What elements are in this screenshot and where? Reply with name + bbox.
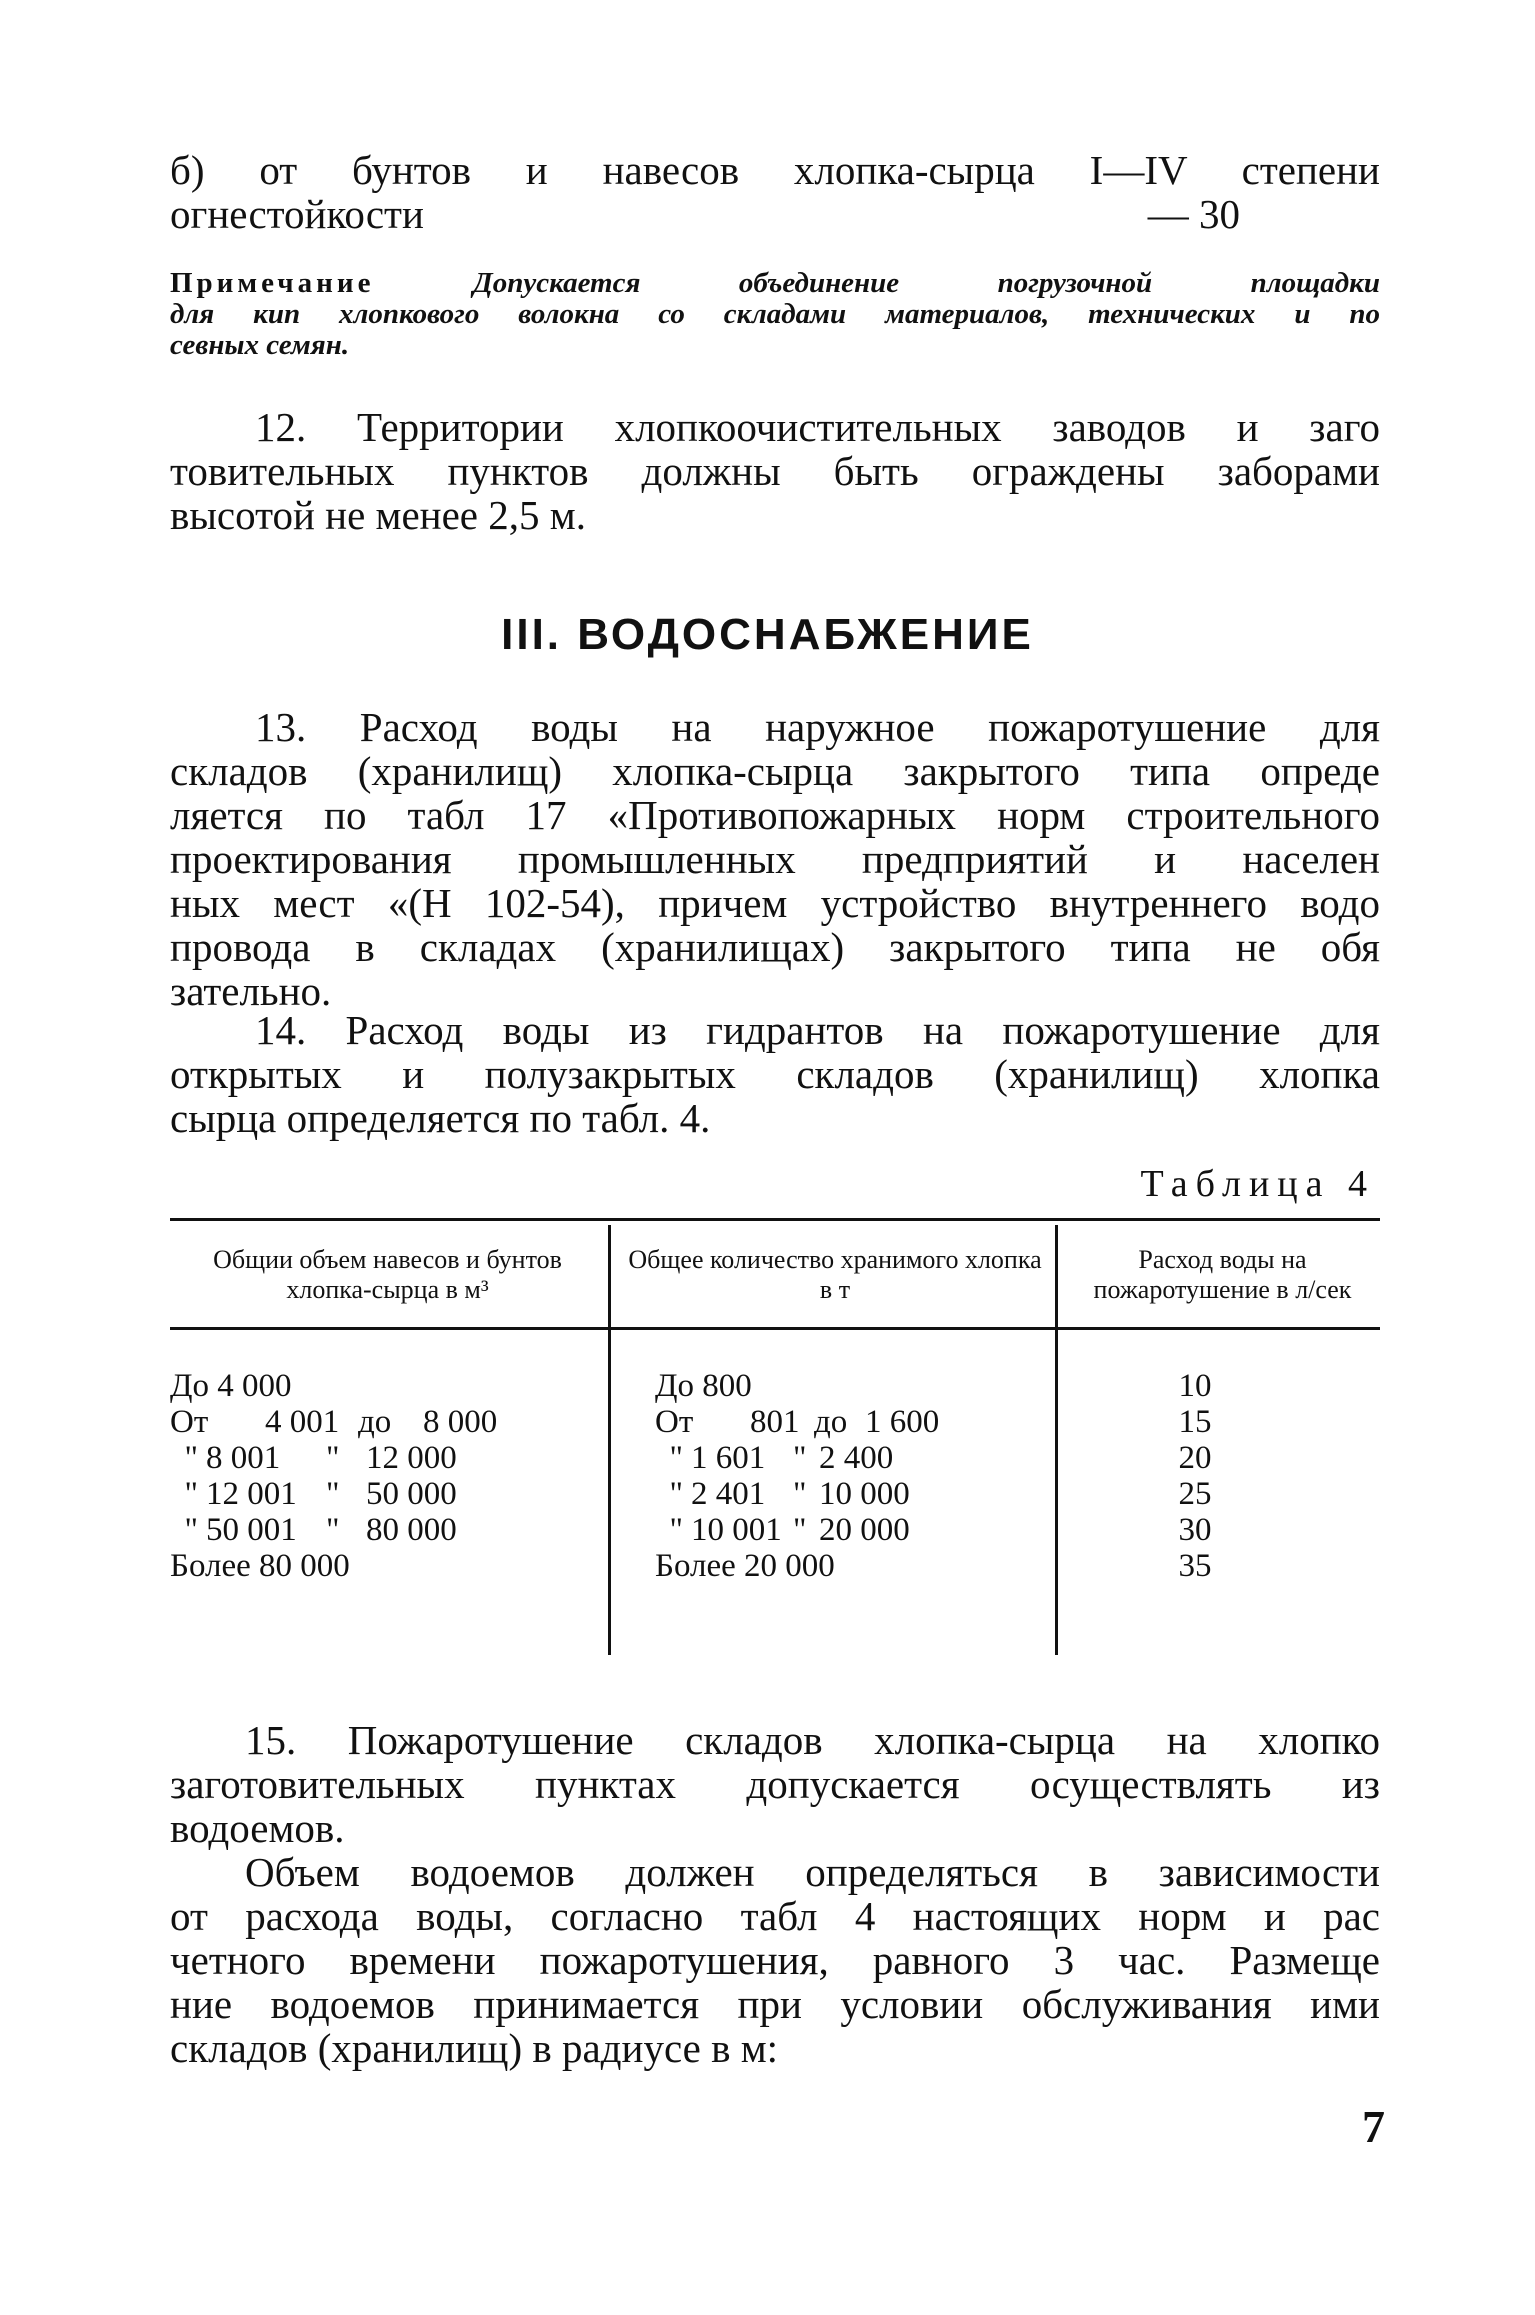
paragraph-b: [170, 148, 1380, 236]
table-cell: 1 601: [691, 1440, 766, 1476]
paragraph-16-line-4: ние водоемов принимается при условии обслуживания ими: [170, 1981, 1380, 2027]
note-line-2: для кип хлопкового волокна со складами материалов, технических и по: [170, 298, 1380, 330]
table-cell: ": [184, 1440, 198, 1476]
table-cell: Более 20 000: [655, 1548, 835, 1584]
paragraph-16-line-5: складов (хранилищ) в радиусе в м:: [170, 2025, 779, 2071]
table-cell: 10 001: [691, 1512, 782, 1548]
paragraph-14-line-1: 14. Расход воды из гидрантов на пожаротушение для: [255, 1007, 1380, 1053]
table-row: [655, 1404, 1050, 1440]
paragraph-15-line-1: 15. Пожаротушение складов хлопка-сырца на хлопко: [245, 1717, 1380, 1763]
table-cell: 2 400: [819, 1440, 894, 1476]
table-row: [655, 1548, 1050, 1584]
table-cell: ": [669, 1512, 683, 1548]
paragraph-16-line-2: от расхода воды, согласно табл 4 настоящих норм и рас: [170, 1893, 1380, 1939]
table-cell: 50 000: [366, 1476, 457, 1512]
table-top-rule: [170, 1218, 1380, 1221]
paragraph-13-line-3: ляется по табл 17 «Противопожарных норм строительного: [170, 792, 1380, 838]
table-row: [655, 1512, 1050, 1548]
table-column-water-flow: [1155, 1368, 1235, 1584]
table-cell: до: [358, 1404, 392, 1440]
table-cell: ": [793, 1476, 807, 1512]
table-row: [170, 1440, 600, 1476]
table-header-volume: Общии объем навесов и бунтов хлопка-сырца в м³: [213, 1245, 562, 1304]
paragraph-13: [170, 705, 1380, 1013]
paragraph-16-line-1: Объем водоемов должен определяться в зависимости: [245, 1849, 1380, 1895]
table-cell: до: [814, 1404, 848, 1440]
table-header-quantity: Общее количество хранимого хлопка в т: [628, 1245, 1042, 1304]
page-number: 7: [1362, 2101, 1385, 2152]
table-cell: 50 001: [206, 1512, 297, 1548]
table-row: [170, 1512, 600, 1548]
paragraph-14-line-2: открытых и полузакрытых складов (хранилищ) хлопка: [170, 1051, 1380, 1097]
note: [170, 268, 1380, 361]
table-row: [655, 1368, 1050, 1404]
paragraph-12-line-3: высотой не менее 2,5 м.: [170, 492, 586, 538]
note-line-1: [170, 268, 1380, 299]
paragraph-15: [170, 1718, 1380, 1850]
table-cell: От: [655, 1404, 694, 1440]
paragraph-15-line-2: заготовительных пунктах допускается осуществлять из: [170, 1761, 1380, 1807]
table-cell: 12 000: [366, 1440, 457, 1476]
table-cell: ": [669, 1440, 683, 1476]
table-cell: 8 001: [206, 1440, 281, 1476]
note-line-3: севных семян.: [170, 329, 350, 361]
paragraph-13-line-7: зательно.: [170, 968, 332, 1014]
table-cell: 20: [1178, 1440, 1212, 1476]
paragraph-15-line-3: водоемов.: [170, 1805, 345, 1851]
table-cell: 80 000: [366, 1512, 457, 1548]
table-row: [170, 1548, 600, 1584]
table-cell: 8 000: [423, 1404, 498, 1440]
table-row: [170, 1404, 600, 1440]
table-cell: От: [170, 1404, 209, 1440]
table-divider-2: [1055, 1225, 1058, 1655]
paragraph-14-line-3: сырца определяется по табл. 4.: [170, 1095, 711, 1141]
table-cell: 30: [1178, 1512, 1212, 1548]
table-column-volume: [170, 1368, 600, 1584]
table-column-quantity: [655, 1368, 1050, 1584]
table-cell: 4 001: [265, 1404, 340, 1440]
table-cell: 801: [750, 1404, 800, 1440]
paragraph-12-line-2: товительных пунктов должны быть ограждены заборами: [170, 448, 1380, 494]
table-cell: ": [326, 1512, 340, 1548]
paragraph-b-line-2: [170, 192, 1380, 236]
table-row: [655, 1476, 1050, 1512]
table-caption: Таблица 4: [1140, 1163, 1375, 1205]
paragraph-12-line-1: 12. Территории хлопкоочистительных заводов и заго: [255, 404, 1380, 450]
table-row: [655, 1440, 1050, 1476]
paragraph-16: [170, 1850, 1380, 2070]
paragraph-13-line-5: ных мест «(Н 102-54), причем устройство внутреннего водо: [170, 880, 1380, 926]
paragraph-13-line-2: складов (хранилищ) хлопка-сырца закрытого типа опреде: [170, 748, 1380, 794]
table-row: [170, 1368, 600, 1404]
table-cell: ": [669, 1476, 683, 1512]
note-text-1: Допускается объединение погрузочной площадки: [374, 267, 1380, 299]
table-cell: До 4 000: [170, 1368, 292, 1404]
paragraph-b-label: огнестойкости: [170, 191, 424, 237]
table-cell: ": [184, 1476, 198, 1512]
table-cell: 1 600: [865, 1404, 940, 1440]
table-cell: 10 000: [819, 1476, 910, 1512]
section-title: III. ВОДОСНАБЖЕНИЕ: [501, 610, 1034, 659]
table-cell: До 800: [655, 1368, 752, 1404]
table-cell: 25: [1178, 1476, 1212, 1512]
paragraph-13-line-6: провода в складах (хранилищах) закрытого типа не обя: [170, 924, 1380, 970]
table-row: [170, 1476, 600, 1512]
table-cell: 12 001: [206, 1476, 297, 1512]
table-header-water-flow: Расход воды на пожаротушение в л/сек: [1093, 1245, 1352, 1304]
table-cell: 15: [1178, 1404, 1212, 1440]
paragraph-b-line-1: б) от бунтов и навесов хлопка-сырца I—IV степени: [170, 147, 1380, 193]
paragraph-16-line-3: четного времени пожаротушения, равного 3 час. Размеще: [170, 1937, 1380, 1983]
table-cell: ": [326, 1440, 340, 1476]
table-cell: 35: [1178, 1548, 1212, 1584]
table-cell: ": [326, 1476, 340, 1512]
paragraph-12: [170, 405, 1380, 537]
note-label: Примечание: [170, 267, 375, 299]
table-cell: Более 80 000: [170, 1548, 350, 1584]
table-cell: 20 000: [819, 1512, 910, 1548]
paragraph-13-line-1: 13. Расход воды на наружное пожаротушение для: [255, 704, 1380, 750]
paragraph-b-value: — 30: [1147, 191, 1240, 237]
paragraph-14: [170, 1008, 1380, 1140]
table-cell: 2 401: [691, 1476, 766, 1512]
table-cell: 10: [1178, 1368, 1212, 1404]
paragraph-13-line-4: проектирования промышленных предприятий и населен: [170, 836, 1380, 882]
table-cell: ": [793, 1512, 807, 1548]
table-divider-1: [608, 1225, 611, 1655]
table-cell: ": [793, 1440, 807, 1476]
table-cell: ": [184, 1512, 198, 1548]
table-header-rule: [170, 1327, 1380, 1330]
